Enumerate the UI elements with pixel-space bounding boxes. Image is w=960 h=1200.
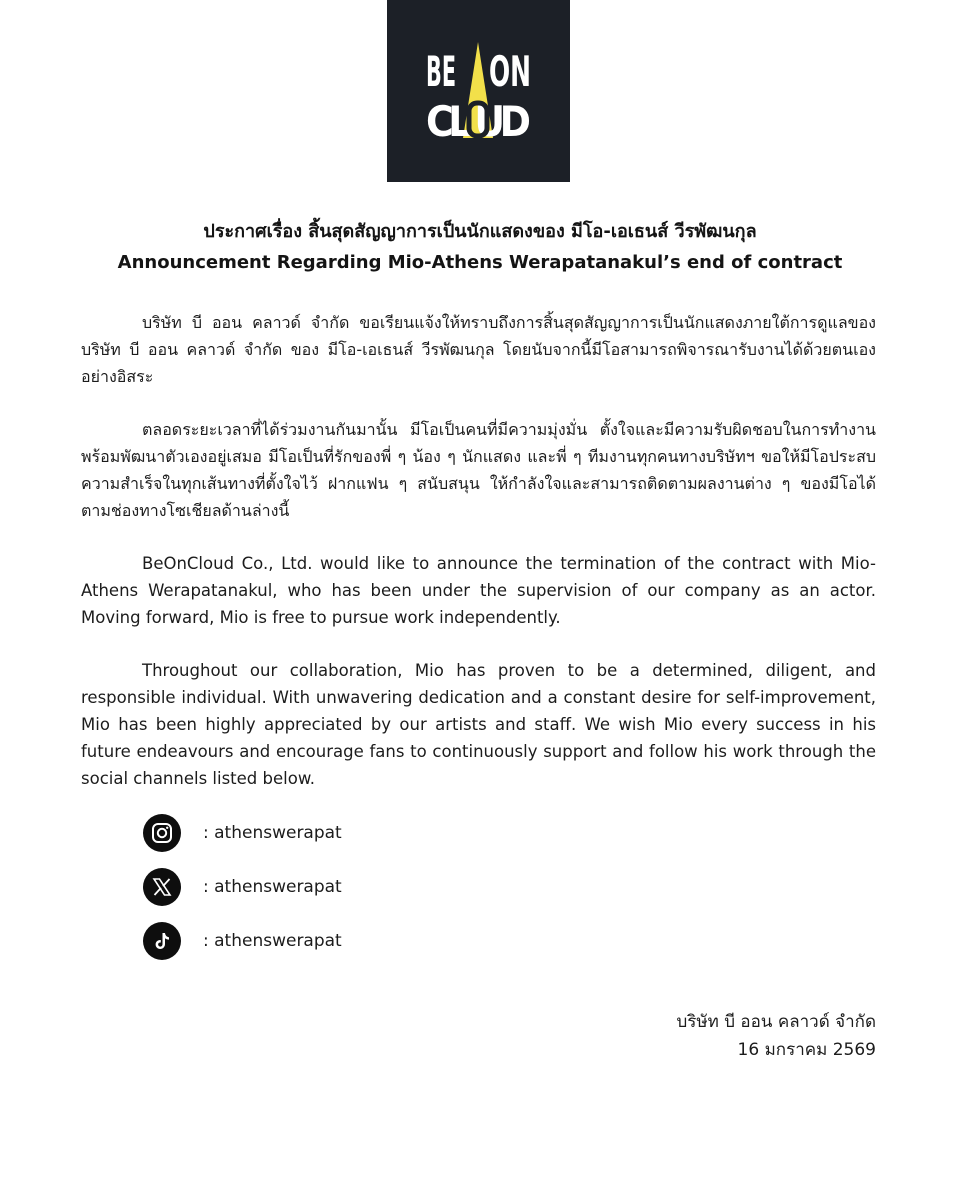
signature-block [676,1008,876,1064]
social-item-x [143,868,543,906]
tiktok-icon [143,922,181,960]
paragraph-thai-1: บริษัท บี ออน คลาวด์ จำกัด ขอเรียนแจ้งให้ทราบถึงการสิ้นสุดสัญญาการเป็นนักแสดงภายใต้การดูแลของบริษัท บี ออน คลาวด์ จำกัด ของ มีโอ-เอเธนส์ วีรพัฒนกุล โดยนับจากนี้มีโอสามารถพิจารณารับงานได้ด้วยตนเองอย่างอิสระ [81,313,876,386]
paragraph-thai-2: ตลอดระยะเวลาที่ได้ร่วมงานกันมานั้น มีโอเป็นคนที่มีความมุ่งมั่น ตั้งใจและมีความรับผิดชอบในการทำงาน พร้อมพัฒนาตัวเองอยู่เสมอ มีโอเป็นที่รักของพี่ ๆ น้อง ๆ นักแสดง และพี่ ๆ ทีมงานทุกคนทางบริษัทฯ ขอให้มีโอประสบความสำเร็จในทุกเส้นทางที่ตั้งใจไว้ ฝากแฟน ๆ สนับสนุน ให้กำลังใจและสามารถติดตามผลงานต่าง ๆ ของมีโอได้ตามช่องทางโซเชียลด้านล่างนี้ [81,420,876,520]
title-thai: ประกาศเรื่อง สิ้นสุดสัญญาการเป็นนักแสดงของ มีโอ-เอเธนส์ วีรพัฒนกุล [203,221,757,242]
instagram-handle: : athenswerapat [203,823,342,843]
paragraph-block-4 [81,657,876,792]
x-handle: : athenswerapat [203,877,342,897]
tiktok-handle: : athenswerapat [203,931,342,951]
paragraph-block-1 [81,309,876,390]
paragraph-block-2 [81,416,876,524]
social-channels [143,814,543,960]
social-item-tiktok [143,922,543,960]
logo-letters-on: ON [489,47,531,96]
signature-company: บริษัท บี ออน คลาวด์ จำกัด [676,1012,876,1032]
signature-date: 16 มกราคม 2569 [737,1040,876,1060]
company-logo [387,0,570,182]
announcement-titles [0,218,960,278]
paragraph-english-1: BeOnCloud Co., Ltd. would like to announce the termination of the contract with Mio-Athens Werapatanakul, who has been under the supervision of our company as an actor. Moving forward, Mio is free to pursue work independently. [81,554,876,627]
logo-letters-cloud: CL UD [426,97,531,146]
title-english: Announcement Regarding Mio-Athens Werapatanakul’s end of contract [117,252,843,273]
instagram-icon [143,814,181,852]
x-icon [143,868,181,906]
paragraph-english-2: Throughout our collaboration, Mio has proven to be a determined, diligent, and responsible individual. With unwavering dedication and a constant desire for self-improvement, Mio has been highly appreciated by our artists and staff. We wish Mio every success in his future endeavours and encourage fans to continuously support and follow his work through the social channels listed below. [81,661,876,788]
logo-graphic [387,0,570,182]
paragraph-block-3 [81,550,876,631]
social-item-instagram [143,814,543,852]
logo-letters-be: BE [426,47,456,96]
